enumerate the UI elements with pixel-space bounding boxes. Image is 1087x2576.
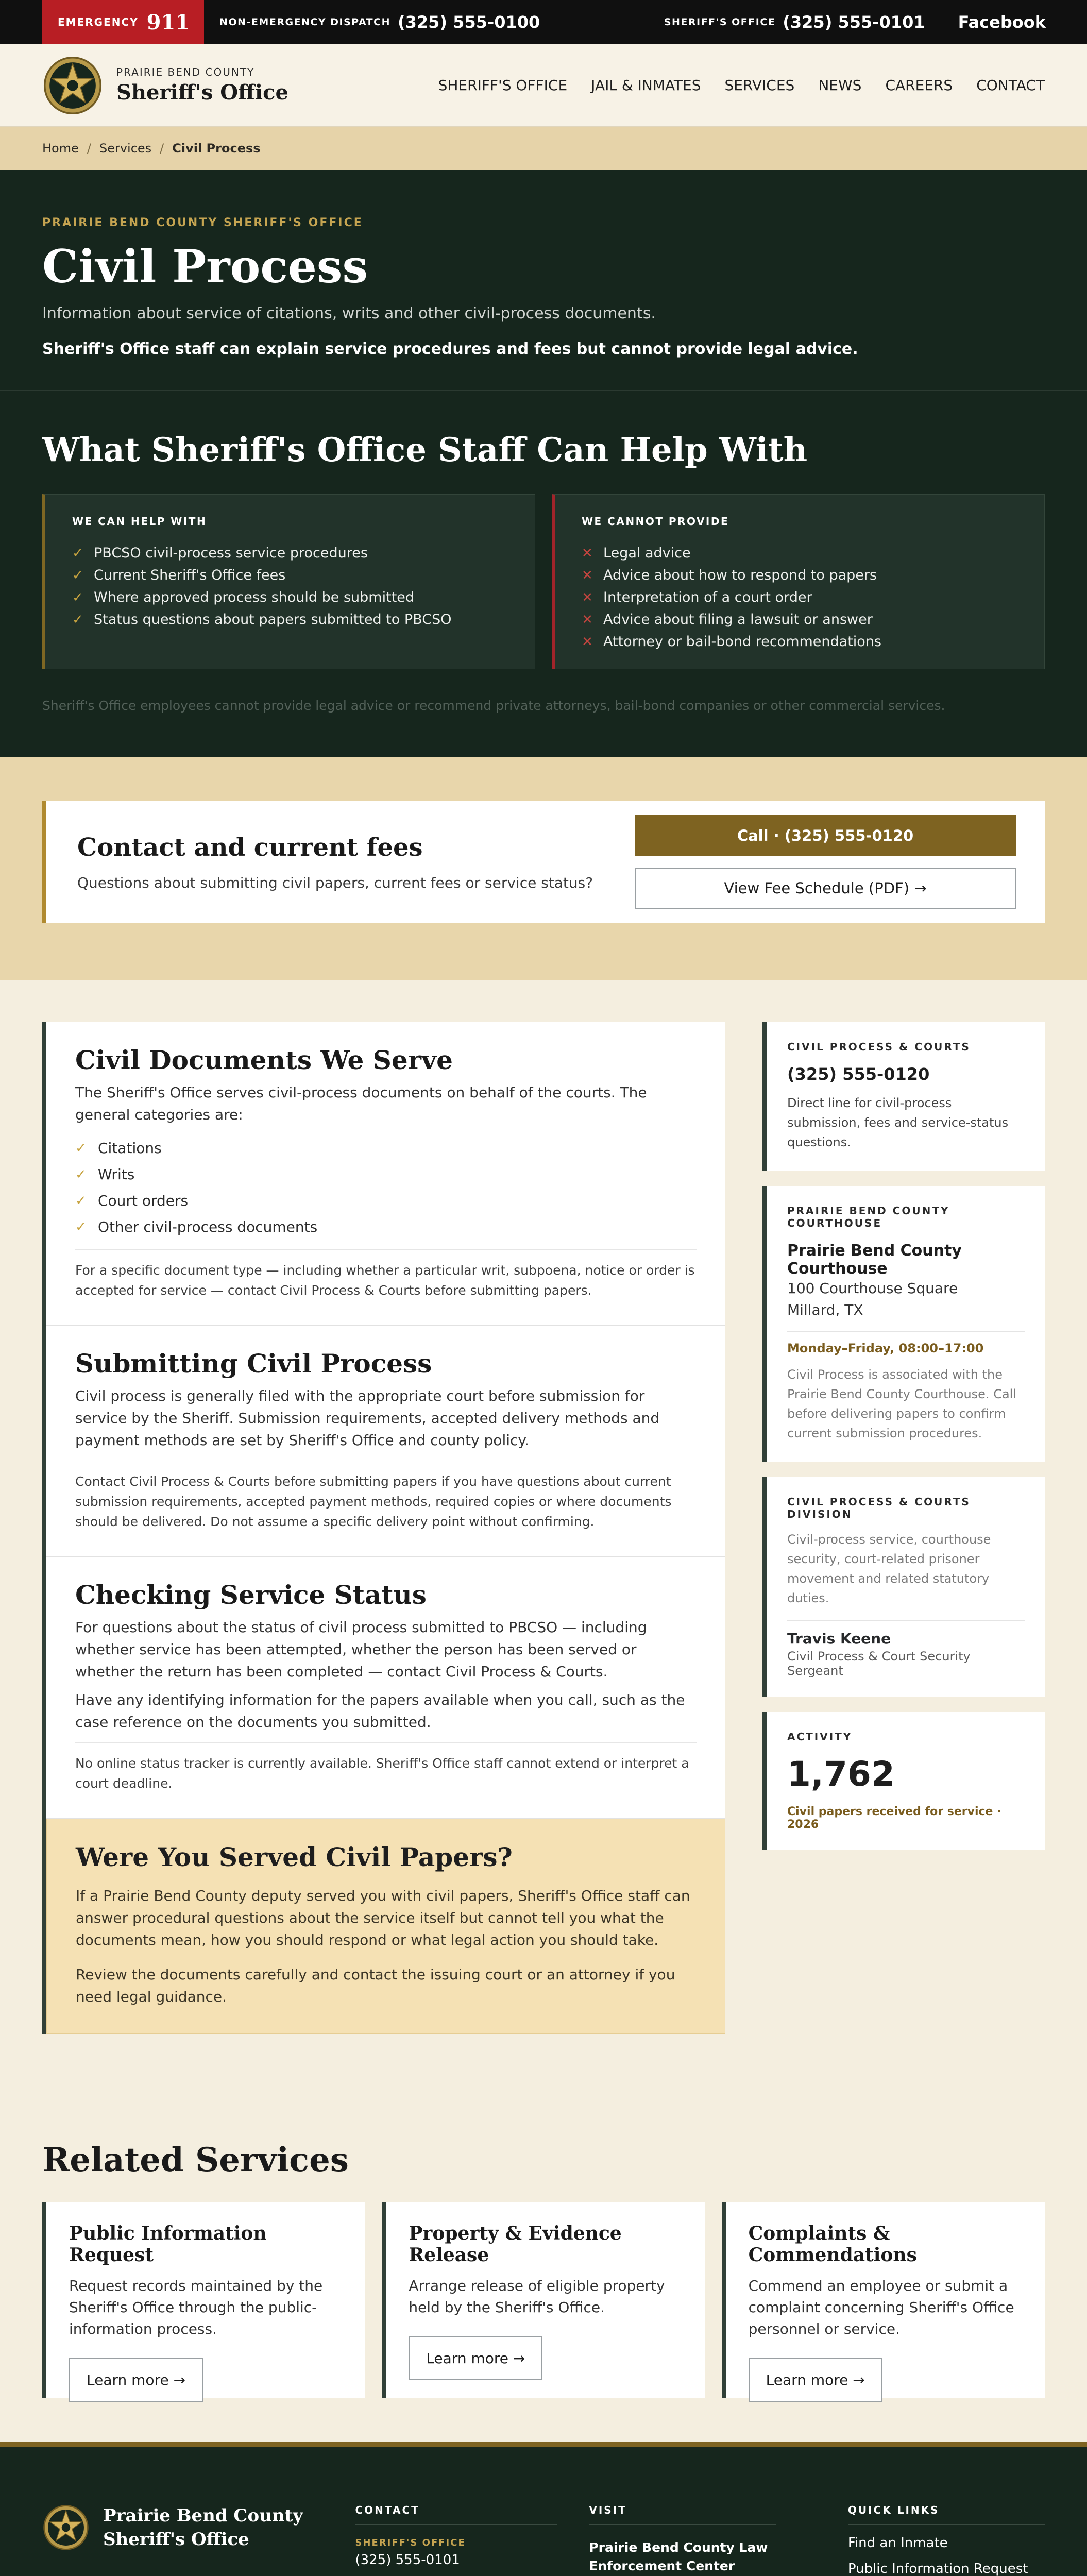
related-card	[42, 2202, 365, 2398]
sheriff-star-logo[interactable]	[42, 55, 103, 116]
facebook-link[interactable]: Facebook	[958, 12, 1046, 32]
help-title: What Sheriff's Office Staff Can Help With	[42, 431, 808, 469]
list-item-label: Current Sheriff's Office fees	[94, 567, 286, 583]
list-item-label: Attorney or bail-bond recommendations	[603, 634, 881, 650]
list-item	[75, 1161, 697, 1188]
list-item-label: Citations	[98, 1140, 162, 1157]
related-card	[382, 2202, 705, 2398]
x-icon: ✕	[582, 545, 593, 561]
callout-text: If a Prairie Bend County deputy served you with civil papers, Sheriff's Office staff can answer procedural questions about the service itself but cannot tell you what the documents mean, how you should respond or what legal action you should take.	[76, 1887, 690, 1948]
list-item	[75, 1135, 697, 1161]
dispatch-phone-link[interactable]: (325) 555-0100	[397, 12, 540, 32]
section-text: The Sheriff's Office serves civil-process documents on behalf of the courts. The general categories are:	[75, 1084, 647, 1123]
activity-count: 1,762	[787, 1754, 895, 1794]
list-item-label: Advice about how to respond to papers	[603, 567, 877, 583]
learn-more-button[interactable]: Learn more →	[69, 2358, 203, 2402]
site-header	[0, 44, 1087, 127]
callout-text: Review the documents carefully and contact the issuing court or an attorney if you need legal guidance.	[76, 1966, 675, 2005]
contact-label: SHERIFF'S OFFICE	[355, 2537, 466, 2548]
activity-label: Civil papers received for service · 2026	[787, 1805, 1001, 1831]
help-disclaimer: Sheriff's Office employees cannot provide legal advice or recommend private attorneys, bail-bond companies or other commercial services.	[42, 698, 945, 713]
footer-heading: VISIT	[589, 2504, 776, 2525]
list-item-label: Other civil-process documents	[98, 1218, 318, 1235]
breadcrumb-home[interactable]: Home	[42, 141, 79, 156]
breadcrumb-separator: /	[87, 141, 91, 156]
contact-buttons	[635, 815, 1016, 909]
footer-visit	[589, 2504, 776, 2576]
learn-more-button[interactable]: Learn more →	[409, 2336, 542, 2380]
hero-subtitle: Information about service of citations, writs and other civil-process documents.	[42, 304, 656, 323]
hero-eyebrow: PRAIRIE BEND COUNTY SHERIFF'S OFFICE	[42, 216, 363, 229]
list-item-label: Advice about filing a lawsuit or answer	[603, 612, 873, 628]
footer-heading: CONTACT	[355, 2504, 557, 2525]
check-icon: ✓	[72, 545, 83, 561]
dispatch-label: NON-EMERGENCY DISPATCH	[219, 16, 390, 28]
nav-contact[interactable]: CONTACT	[976, 77, 1045, 94]
can-help-list	[72, 542, 509, 631]
emergency-label: EMERGENCY	[58, 16, 139, 28]
can-help-heading: WE CAN HELP WITH	[72, 515, 207, 528]
call-button[interactable]: Call · (325) 555-0120	[635, 815, 1016, 856]
fee-schedule-button[interactable]: View Fee Schedule (PDF) →	[635, 868, 1016, 909]
submitting-section	[46, 1326, 725, 1557]
list-item-label: Legal advice	[603, 545, 691, 561]
list-item	[582, 586, 1018, 608]
office-label: SHERIFF'S OFFICE	[664, 16, 776, 28]
section-text: Have any identifying information for the papers available when you call, such as the case reference on the documents you submitted.	[75, 1691, 685, 1731]
footer-brand[interactable]	[42, 2504, 355, 2576]
section-title: Checking Service Status	[75, 1580, 427, 1610]
quick-link-find-inmate[interactable]: Find an Inmate	[847, 2535, 948, 2551]
contact-title: Contact and current fees	[77, 833, 423, 862]
division-text: Civil-process service, courthouse security, court-related prisoner movement and related statutory duties.	[787, 1532, 991, 1605]
list-item	[72, 542, 509, 564]
contact-text: Questions about submitting civil papers, current fees or service status?	[77, 874, 593, 891]
callout-title: Were You Served Civil Papers?	[76, 1842, 513, 1872]
section-note: For a specific document type — including whether a particular writ, subpoena, notice or order is accepted for service — contact Civil Process & Courts before submitting papers.	[75, 1249, 697, 1300]
help-section	[0, 391, 1087, 757]
breadcrumb-services[interactable]: Services	[99, 141, 152, 156]
check-icon: ✓	[75, 1166, 87, 1182]
courts-phone-link[interactable]: (325) 555-0120	[787, 1064, 930, 1084]
nav-careers[interactable]: CAREERS	[885, 77, 953, 94]
card-heading: PRAIRIE BEND COUNTY COURTHOUSE	[787, 1205, 950, 1229]
x-icon: ✕	[582, 612, 593, 628]
related-title: Related Services	[42, 2141, 349, 2179]
courthouse-name: Prairie Bend County Courthouse	[787, 1242, 962, 1278]
quick-link-public-information[interactable]: Public Information Request	[847, 2561, 1028, 2576]
related-card-title: Public Information Request	[69, 2223, 267, 2266]
nav-news[interactable]: NEWS	[818, 77, 862, 94]
related-services	[0, 2097, 1087, 2442]
contact-text-block	[77, 833, 593, 891]
breadcrumb-separator: /	[160, 141, 164, 156]
contact-phone-link[interactable]: (325) 555-0101	[355, 2552, 460, 2568]
site-footer	[0, 2442, 1087, 2576]
check-icon: ✓	[75, 1193, 87, 1209]
related-card-text: Request records maintained by the Sheriff's Office through the public-information process.	[69, 2277, 323, 2337]
division-card	[762, 1477, 1045, 1697]
nav-jail-inmates[interactable]: JAIL & INMATES	[591, 77, 701, 94]
list-item-label: Status questions about papers submitted to PBCSO	[94, 612, 452, 628]
check-icon: ✓	[72, 567, 83, 583]
contact-card	[42, 801, 1045, 923]
can-help-card	[42, 494, 535, 669]
card-heading: CIVIL PROCESS & COURTS DIVISION	[787, 1496, 971, 1520]
related-grid	[42, 2202, 1045, 2398]
list-item	[582, 564, 1018, 586]
utility-bar	[0, 0, 1087, 44]
list-item	[75, 1214, 697, 1240]
card-heading: CIVIL PROCESS & COURTS	[787, 1041, 971, 1053]
check-icon: ✓	[75, 1219, 87, 1235]
footer-quick-links	[848, 2504, 1045, 2576]
emergency-number[interactable]: 911	[146, 10, 190, 35]
dispatch-info	[219, 12, 540, 32]
list-item-label: Writs	[98, 1166, 135, 1183]
list-item	[582, 631, 1018, 653]
office-info	[664, 12, 1046, 32]
brand-county: PRAIRIE BEND COUNTY	[116, 66, 255, 78]
list-item	[582, 542, 1018, 564]
content-column	[42, 1022, 725, 2034]
site-brand[interactable]	[116, 66, 288, 105]
related-card-title: Property & Evidence Release	[409, 2223, 622, 2266]
learn-more-button[interactable]: Learn more →	[749, 2358, 882, 2402]
contact-band	[0, 757, 1087, 980]
list-item-label: PBCSO civil-process service procedures	[94, 545, 368, 561]
check-icon: ✓	[75, 1140, 87, 1156]
document-list	[75, 1135, 697, 1240]
section-title: Submitting Civil Process	[75, 1348, 432, 1379]
emergency-banner[interactable]	[42, 0, 204, 44]
list-item-label: Where approved process should be submitted	[94, 589, 415, 605]
activity-card	[762, 1712, 1045, 1850]
section-text: Civil process is generally filed with the appropriate court before submission for service by the Sheriff. Submission requirements, accepted delivery methods and payment methods are set by Sheriff's Office and county policy.	[75, 1387, 660, 1449]
nav-services[interactable]: SERVICES	[724, 77, 795, 94]
card-text: Direct line for civil-process submission, fees and service-status questions.	[787, 1096, 1009, 1149]
footer-grid	[42, 2504, 1045, 2576]
courts-contact-card	[762, 1022, 1045, 1171]
cannot-provide-card	[552, 494, 1045, 669]
list-item	[75, 1188, 697, 1214]
list-item-label: Court orders	[98, 1192, 189, 1209]
section-note: No online status tracker is currently available. Sheriff's Office staff cannot extend or interpret a court deadline.	[75, 1742, 697, 1793]
x-icon: ✕	[582, 634, 593, 650]
x-icon: ✕	[582, 589, 593, 605]
division-contact-name: Travis Keene	[787, 1620, 1025, 1647]
section-note: Contact Civil Process & Courts before submitting papers if you have questions about current submission requirements, accepted payment methods, required copies or where documents should be delivered. Do not assume a specific delivery point without confirming.	[75, 1461, 697, 1532]
list-item	[72, 564, 509, 586]
related-card-title: Complaints & Commendations	[748, 2223, 917, 2266]
breadcrumb-current: Civil Process	[172, 141, 261, 156]
courthouse-note: Civil Process is associated with the Prairie Bend County Courthouse. Call before delivering papers to confirm current submission procedures.	[787, 1367, 1016, 1440]
division-contact-role: Civil Process & Court Security Sergeant	[787, 1649, 971, 1678]
courthouse-city: Millard, TX	[787, 1301, 863, 1318]
main-nav	[438, 77, 1045, 94]
sidebar	[762, 1022, 1045, 1850]
page-title: Civil Process	[42, 240, 368, 293]
section-title: Civil Documents We Serve	[75, 1045, 453, 1075]
card-heading: ACTIVITY	[787, 1731, 853, 1743]
related-card-text: Arrange release of eligible property held by the Sheriff's Office.	[409, 2277, 665, 2316]
hero-note: Sheriff's Office staff can explain service procedures and fees but cannot provide legal advice.	[42, 340, 858, 358]
list-item	[72, 608, 509, 631]
footer-heading: QUICK LINKS	[848, 2504, 1045, 2525]
courthouse-card	[762, 1186, 1045, 1462]
check-icon: ✓	[72, 612, 83, 628]
nav-sheriffs-office[interactable]: SHERIFF'S OFFICE	[438, 77, 568, 94]
courthouse-address: 100 Courthouse Square	[787, 1280, 958, 1297]
cannot-provide-list	[582, 542, 1018, 653]
breadcrumb	[0, 127, 1087, 170]
served-papers-callout	[46, 1819, 725, 2034]
page-hero	[0, 170, 1087, 391]
related-card	[722, 2202, 1045, 2398]
courthouse-hours: Monday–Friday, 08:00–17:00	[787, 1331, 1025, 1355]
cannot-provide-heading: WE CANNOT PROVIDE	[582, 515, 729, 528]
status-section	[46, 1557, 725, 1819]
check-icon: ✓	[72, 589, 83, 605]
office-phone-link[interactable]: (325) 555-0101	[783, 12, 925, 32]
list-item	[72, 586, 509, 608]
sheriff-star-logo	[42, 2504, 90, 2551]
list-item	[582, 608, 1018, 631]
documents-section	[46, 1022, 725, 1326]
visit-name: Prairie Bend County Law Enforcement Center	[589, 2540, 768, 2573]
help-grid	[42, 494, 1045, 669]
list-item-label: Interpretation of a court order	[603, 589, 812, 605]
related-card-text: Commend an employee or submit a complaint concerning Sheriff's Office personnel or service.	[748, 2277, 1014, 2337]
section-text: For questions about the status of civil process submitted to PBCSO — including whether service has been attempted, whether the person has been served or whether the return has been completed — contact Civil Process & Courts.	[75, 1619, 647, 1680]
main-content	[0, 980, 1087, 2097]
brand-name: Sheriff's Office	[116, 80, 288, 105]
footer-contact	[355, 2504, 557, 2576]
footer-brand-name: Prairie Bend County Sheriff's Office	[103, 2505, 303, 2550]
x-icon: ✕	[582, 567, 593, 583]
